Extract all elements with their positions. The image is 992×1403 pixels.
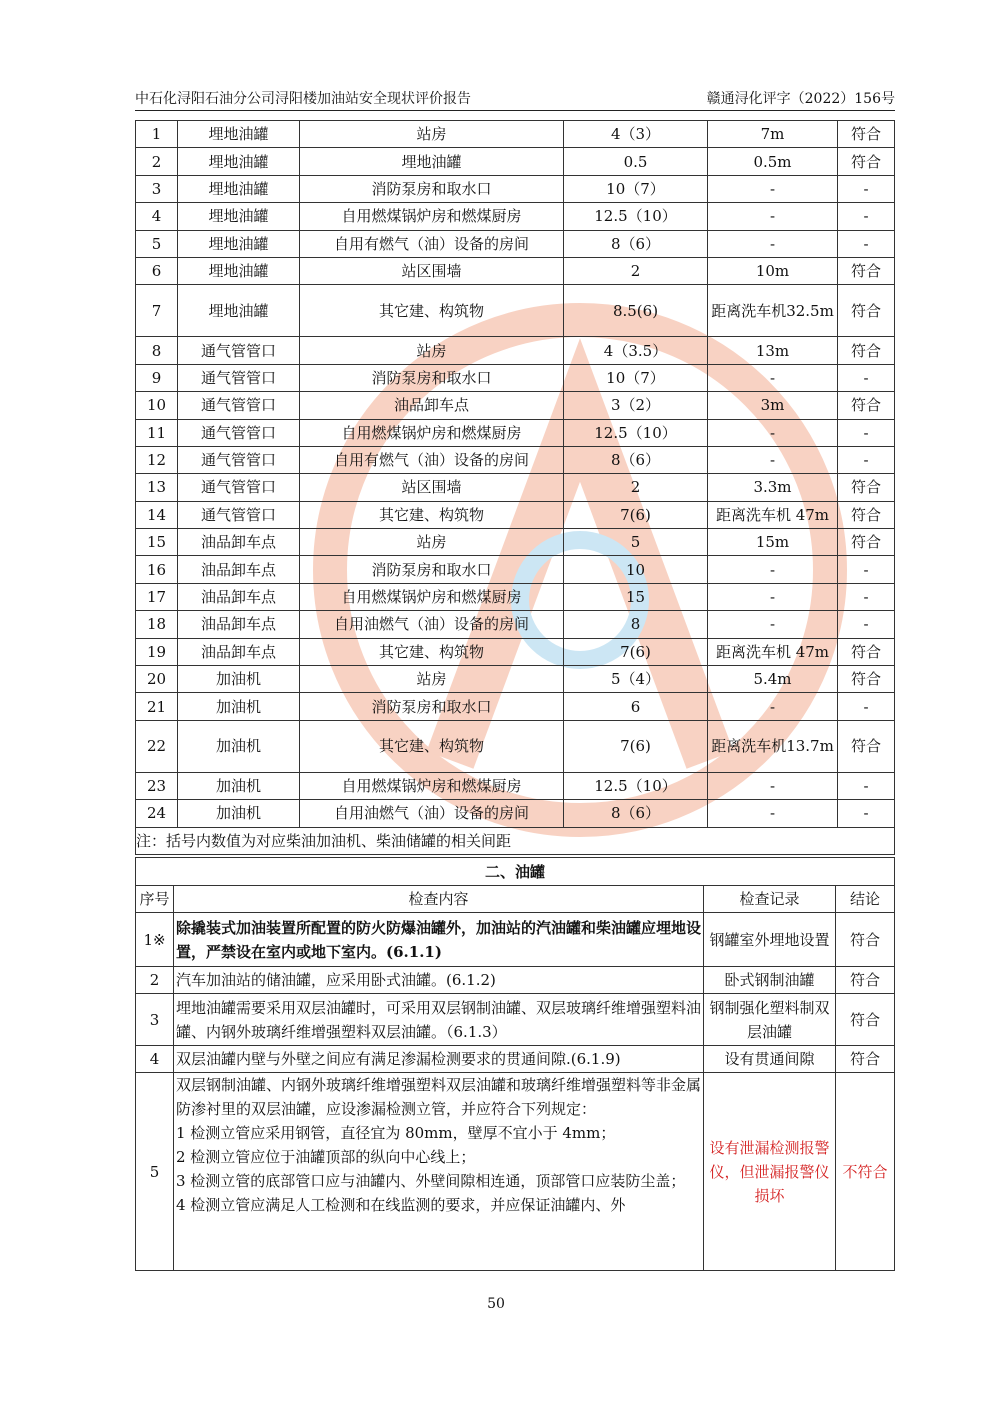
cell-result: -: [838, 800, 895, 827]
cell-no: 16: [136, 556, 178, 583]
cell-no: 20: [136, 666, 178, 693]
cell-no: 24: [136, 800, 178, 827]
table-row: [136, 720, 895, 772]
cell-target: 自用燃煤锅炉房和燃煤厨房: [300, 772, 564, 799]
table-row: [136, 230, 895, 257]
tank-check-table: [135, 857, 895, 1271]
cell-target: 消防泵房和取水口: [300, 175, 564, 202]
cell-target: 埋地油罐: [300, 148, 564, 175]
cell-item: 通气管管口: [178, 392, 300, 419]
distance-check-table: [135, 120, 895, 855]
cell-item: 油品卸车点: [178, 638, 300, 665]
header-record: 检查记录: [704, 886, 836, 913]
cell-result: 符合: [838, 148, 895, 175]
cell-result: -: [838, 419, 895, 446]
table-row: [136, 203, 895, 230]
cell-actual: 7m: [708, 121, 838, 148]
header-no: 序号: [136, 886, 174, 913]
table-row: [136, 364, 895, 391]
cell-actual: 13m: [708, 337, 838, 364]
cell-target: 站房: [300, 529, 564, 556]
cell-standard: 8: [564, 611, 708, 638]
cell-standard: 12.5（10）: [564, 203, 708, 230]
table-row: [136, 583, 895, 610]
table-row: [136, 446, 895, 473]
cell-item: 埋地油罐: [178, 230, 300, 257]
cell-standard: 8（6）: [564, 230, 708, 257]
section-title: 二、油罐: [136, 858, 895, 886]
cell-actual: 15m: [708, 529, 838, 556]
page-number: 50: [487, 1296, 505, 1312]
cell-actual: -: [708, 364, 838, 391]
table-row: [136, 800, 895, 827]
cell-no: 1※: [136, 913, 174, 967]
cell-target: 消防泵房和取水口: [300, 364, 564, 391]
cell-item: 埋地油罐: [178, 148, 300, 175]
content-line: 2 检测立管应位于油罐顶部的纵向中心线上；: [176, 1148, 476, 1166]
cell-content: 汽车加油站的储油罐，应采用卧式油罐。(6.1.2): [174, 967, 704, 994]
cell-item: 通气管管口: [178, 446, 300, 473]
header-content: 检查内容: [174, 886, 704, 913]
cell-target: 站房: [300, 337, 564, 364]
table-row: [136, 121, 895, 148]
cell-actual: 3.3m: [708, 474, 838, 501]
cell-record: 卧式钢制油罐: [704, 967, 836, 994]
cell-item: 加油机: [178, 666, 300, 693]
cell-target: 自用油燃气（油）设备的房间: [300, 611, 564, 638]
cell-item: 油品卸车点: [178, 611, 300, 638]
cell-no: 7: [136, 285, 178, 337]
cell-result: -: [838, 230, 895, 257]
cell-no: 5: [136, 1073, 174, 1271]
cell-result: 符合: [838, 666, 895, 693]
cell-item: 油品卸车点: [178, 556, 300, 583]
cell-standard: 7(6): [564, 720, 708, 772]
cell-no: 22: [136, 720, 178, 772]
cell-item: 加油机: [178, 800, 300, 827]
cell-no: 8: [136, 337, 178, 364]
cell-result: 符合: [838, 392, 895, 419]
cell-result: -: [838, 583, 895, 610]
cell-no: 13: [136, 474, 178, 501]
cell-result: -: [838, 175, 895, 202]
cell-result: 符合: [838, 121, 895, 148]
table-row: [136, 638, 895, 665]
cell-no: 4: [136, 1046, 174, 1073]
cell-standard: 10: [564, 556, 708, 583]
cell-standard: 2: [564, 257, 708, 284]
cell-standard: 4（3.5）: [564, 337, 708, 364]
cell-result: -: [838, 364, 895, 391]
cell-result: -: [838, 611, 895, 638]
cell-standard: 5（4）: [564, 666, 708, 693]
table-row: [136, 666, 895, 693]
cell-item: 加油机: [178, 693, 300, 720]
cell-item: 通气管管口: [178, 501, 300, 528]
cell-result: 符合: [838, 285, 895, 337]
cell-standard: 12.5（10）: [564, 419, 708, 446]
cell-content: [174, 1073, 704, 1271]
cell-item: 油品卸车点: [178, 529, 300, 556]
cell-no: 2: [136, 967, 174, 994]
cell-actual: -: [708, 446, 838, 473]
table-row: [136, 148, 895, 175]
table-row: [136, 1073, 895, 1271]
cell-target: 消防泵房和取水口: [300, 556, 564, 583]
table-row: [136, 501, 895, 528]
cell-item: 埋地油罐: [178, 175, 300, 202]
cell-actual: -: [708, 230, 838, 257]
cell-no: 2: [136, 148, 178, 175]
cell-standard: 3（2）: [564, 392, 708, 419]
cell-no: 23: [136, 772, 178, 799]
cell-no: 17: [136, 583, 178, 610]
table-row: [136, 772, 895, 799]
report-title: 中石化浔阳石油分公司浔阳楼加油站安全现状评价报告: [135, 91, 471, 107]
header-result: 结论: [836, 886, 895, 913]
cell-target: 其它建、构筑物: [300, 638, 564, 665]
cell-result: 符合: [836, 994, 895, 1046]
table-row: [136, 175, 895, 202]
table-row: [136, 337, 895, 364]
table-row: [136, 611, 895, 638]
cell-actual: -: [708, 419, 838, 446]
cell-standard: 8（6）: [564, 446, 708, 473]
table-note: 注：括号内数值为对应柴油加油机、柴油储罐的相关间距: [136, 827, 895, 854]
cell-no: 12: [136, 446, 178, 473]
cell-no: 5: [136, 230, 178, 257]
cell-no: 11: [136, 419, 178, 446]
table-row: [136, 693, 895, 720]
cell-item: 埋地油罐: [178, 203, 300, 230]
cell-actual: -: [708, 175, 838, 202]
cell-result: 符合: [838, 474, 895, 501]
table-row: [136, 1046, 895, 1073]
table-row: [136, 994, 895, 1046]
cell-standard: 4（3）: [564, 121, 708, 148]
cell-item: 通气管管口: [178, 337, 300, 364]
report-number: 赣通浔化评字（2022）156号: [706, 91, 895, 107]
cell-record: 设有泄漏检测报警仪，但泄漏报警仪损坏: [704, 1073, 836, 1271]
cell-standard: 10（7）: [564, 175, 708, 202]
cell-standard: 7(6): [564, 501, 708, 528]
cell-actual: -: [708, 203, 838, 230]
table-row: [136, 285, 895, 337]
cell-result: 符合: [838, 337, 895, 364]
cell-actual: -: [708, 693, 838, 720]
cell-standard: 15: [564, 583, 708, 610]
table-row: [136, 529, 895, 556]
cell-target: 自用燃煤锅炉房和燃煤厨房: [300, 203, 564, 230]
cell-target: 其它建、构筑物: [300, 720, 564, 772]
cell-result: 符合: [838, 501, 895, 528]
table-row: [136, 257, 895, 284]
cell-item: 加油机: [178, 720, 300, 772]
cell-actual: -: [708, 800, 838, 827]
cell-actual: 距离洗车机 47m: [708, 501, 838, 528]
cell-result: 符合: [838, 529, 895, 556]
cell-item: 油品卸车点: [178, 583, 300, 610]
cell-actual: -: [708, 772, 838, 799]
cell-no: 1: [136, 121, 178, 148]
cell-target: 油品卸车点: [300, 392, 564, 419]
page-header: [135, 88, 895, 111]
cell-actual: 距离洗车机13.7m: [708, 720, 838, 772]
table-row: [136, 967, 895, 994]
table-row: [136, 556, 895, 583]
table-row: [136, 474, 895, 501]
cell-no: 18: [136, 611, 178, 638]
cell-actual: 10m: [708, 257, 838, 284]
cell-no: 10: [136, 392, 178, 419]
cell-result: 符合: [836, 913, 895, 967]
cell-no: 4: [136, 203, 178, 230]
cell-result: 符合: [836, 1046, 895, 1073]
content-line: 双层钢制油罐、内钢外玻璃纤维增强塑料双层油罐和玻璃纤维增强塑料等非金属防渗衬里的双层油罐，应设渗漏检测立管，并应符合下列规定：: [176, 1076, 702, 1118]
table-row: [136, 392, 895, 419]
content-line: 4 检测立管应满足人工检测和在线监测的要求，并应保证油罐内、外: [176, 1196, 626, 1214]
cell-target: 其它建、构筑物: [300, 285, 564, 337]
cell-actual: 5.4m: [708, 666, 838, 693]
cell-content: 除撬装式加油装置所配置的防火防爆油罐外，加油站的汽油罐和柴油罐应埋地设置，严禁设在室内或地下室内。(6.1.1): [174, 913, 704, 967]
cell-no: 19: [136, 638, 178, 665]
cell-target: 自用燃煤锅炉房和燃煤厨房: [300, 419, 564, 446]
cell-no: 3: [136, 175, 178, 202]
cell-record: 设有贯通间隙: [704, 1046, 836, 1073]
cell-result: -: [838, 203, 895, 230]
cell-result: 符合: [838, 257, 895, 284]
table-row: [136, 419, 895, 446]
cell-target: 站区围墙: [300, 474, 564, 501]
cell-standard: 2: [564, 474, 708, 501]
cell-target: 自用油燃气（油）设备的房间: [300, 800, 564, 827]
cell-no: 14: [136, 501, 178, 528]
cell-target: 站房: [300, 121, 564, 148]
cell-standard: 6: [564, 693, 708, 720]
cell-actual: 0.5m: [708, 148, 838, 175]
cell-actual: -: [708, 611, 838, 638]
cell-record: 钢罐室外埋地设置: [704, 913, 836, 967]
cell-item: 埋地油罐: [178, 257, 300, 284]
cell-no: 9: [136, 364, 178, 391]
cell-target: 其它建、构筑物: [300, 501, 564, 528]
cell-result: -: [838, 446, 895, 473]
cell-result: 符合: [838, 638, 895, 665]
cell-item: 埋地油罐: [178, 285, 300, 337]
cell-standard: 12.5（10）: [564, 772, 708, 799]
cell-content: 双层油罐内壁与外壁之间应有满足渗漏检测要求的贯通间隙.(6.1.9): [174, 1046, 704, 1073]
cell-standard: 5: [564, 529, 708, 556]
cell-standard: 10（7）: [564, 364, 708, 391]
cell-record: 钢制强化塑料制双层油罐: [704, 994, 836, 1046]
cell-actual: -: [708, 583, 838, 610]
cell-no: 3: [136, 994, 174, 1046]
cell-target: 站区围墙: [300, 257, 564, 284]
table-row: [136, 913, 895, 967]
cell-result: -: [838, 693, 895, 720]
cell-target: 站房: [300, 666, 564, 693]
cell-standard: 0.5: [564, 148, 708, 175]
cell-result: 符合: [838, 720, 895, 772]
cell-result: 符合: [836, 967, 895, 994]
cell-result: -: [838, 772, 895, 799]
cell-target: 消防泵房和取水口: [300, 693, 564, 720]
cell-no: 6: [136, 257, 178, 284]
cell-actual: -: [708, 556, 838, 583]
cell-content: 埋地油罐需要采用双层油罐时，可采用双层钢制油罐、双层玻璃纤维增强塑料油罐、内钢外玻璃纤维增强塑料双层油罐。（6.1.3）: [174, 994, 704, 1046]
cell-target: 自用有燃气（油）设备的房间: [300, 446, 564, 473]
cell-target: 自用有燃气（油）设备的房间: [300, 230, 564, 257]
cell-no: 21: [136, 693, 178, 720]
cell-actual: 距离洗车机 47m: [708, 638, 838, 665]
cell-item: 通气管管口: [178, 419, 300, 446]
content-line: 3 检测立管的底部管口应与油罐内、外壁间隙相连通，顶部管口应装防尘盖；: [176, 1172, 686, 1190]
cell-no: 15: [136, 529, 178, 556]
cell-item: 通气管管口: [178, 474, 300, 501]
cell-standard: 8（6）: [564, 800, 708, 827]
cell-item: 通气管管口: [178, 364, 300, 391]
cell-target: 自用燃煤锅炉房和燃煤厨房: [300, 583, 564, 610]
cell-standard: 8.5(6): [564, 285, 708, 337]
cell-result: 不符合: [836, 1073, 895, 1271]
content-line: 1 检测立管应采用钢管，直径宜为 80mm，壁厚不宜小于 4mm；: [176, 1124, 616, 1142]
cell-result: -: [838, 556, 895, 583]
cell-item: 埋地油罐: [178, 121, 300, 148]
cell-actual: 3m: [708, 392, 838, 419]
cell-item: 加油机: [178, 772, 300, 799]
cell-actual: 距离洗车机32.5m: [708, 285, 838, 337]
cell-standard: 7(6): [564, 638, 708, 665]
